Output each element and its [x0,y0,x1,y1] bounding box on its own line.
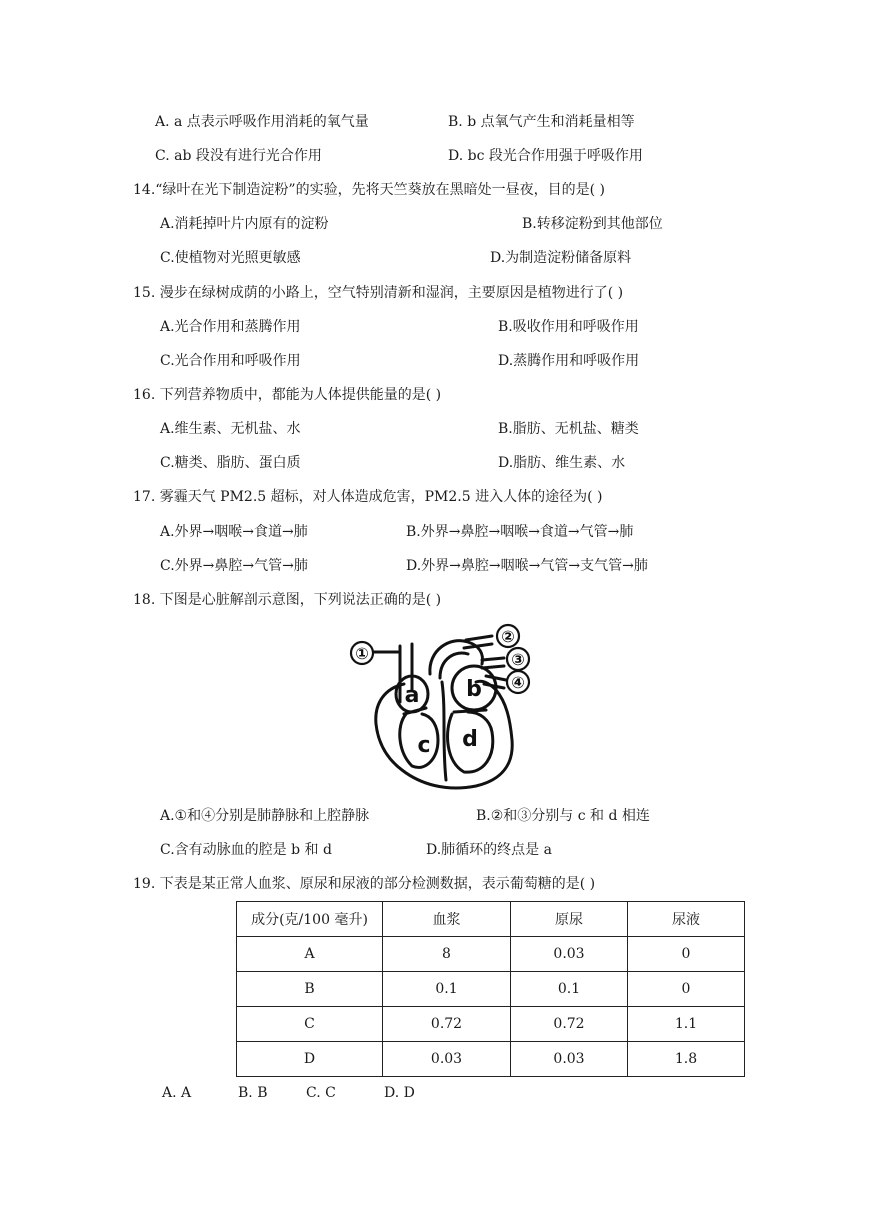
q13-option-d: D. bc 段光合作用强于呼吸作用 [448,148,643,164]
q17-option-a: A.外界→咽喉→食道→肺 [160,524,308,540]
label-d: d [462,727,478,752]
q13-option-c: C. ab 段没有进行光合作用 [155,148,322,164]
table-cell: 8 [383,937,511,972]
q13-option-a: A. a 点表示呼吸作用消耗的氧气量 [155,114,369,130]
label-a: a [404,683,420,708]
table-cell: 0.03 [511,937,628,972]
vessel-3 [482,658,504,668]
label-n4: ④ [511,673,525,692]
q18-stem: 18. 下图是心脏解剖示意图，下列说法正确的是( ) [133,592,442,608]
q18-option-c: C.含有动脉血的腔是 b 和 d [160,842,332,858]
q18-option-a: A.①和④分别是肺静脉和上腔静脉 [160,808,370,824]
q15-option-c: C.光合作用和呼吸作用 [160,353,301,369]
label-c: c [417,733,431,758]
q16-option-a: A.维生素、无机盐、水 [160,421,301,437]
q14-option-c: C.使植物对光照更敏感 [160,250,301,266]
table-cell: 0 [628,937,745,972]
q16-option-d: D.脂肪、维生素、水 [498,455,626,471]
q19-stem: 19. 下表是某正常人血浆、原尿和尿液的部分检测数据，表示葡萄糖的是( ) [133,876,596,892]
q14-option-b: B.转移淀粉到其他部位 [522,216,663,232]
q16-option-b: B.脂肪、无机盐、糖类 [498,421,639,437]
table-cell: 0.03 [511,1042,628,1077]
q17-option-c: C.外界→鼻腔→气管→肺 [160,558,308,574]
data-table [236,901,745,1077]
q15-option-a: A.光合作用和蒸腾作用 [160,319,301,335]
label-n2: ② [501,627,515,646]
table-header: 成分(克/100 毫升) [237,902,383,937]
q16-option-c: C.糖类、脂肪、蛋白质 [160,455,301,471]
table-cell: 0.72 [383,1007,511,1042]
table-cell: 0 [628,972,745,1007]
table-header: 血浆 [383,902,511,937]
label-n1: ① [355,644,369,663]
table-row [237,937,745,972]
table-cell: D [237,1042,383,1077]
table-row [237,1042,745,1077]
q19-option-a: A. A [162,1085,192,1101]
q17-stem: 17. 雾霾天气 PM2.5 超标，对人体造成危害，PM2.5 进入人体的途径为( ) [133,489,603,505]
table-header: 原尿 [511,902,628,937]
q16-stem: 16. 下列营养物质中，都能为人体提供能量的是( ) [133,387,442,403]
q17-option-d: D.外界→鼻腔→咽喉→气管→支气管→肺 [406,558,648,574]
table-header-row [237,902,745,937]
table-row [237,972,745,1007]
q14-stem: 14.“绿叶在光下制造淀粉”的实验，先将天竺葵放在黑暗处一昼夜，目的是( ) [133,182,605,198]
q19-option-c: C. C [306,1085,336,1101]
q17-option-b: B.外界→鼻腔→咽喉→食道→气管→肺 [406,524,634,540]
q13-option-b: B. b 点氧气产生和消耗量相等 [448,114,635,130]
table-cell: 0.03 [383,1042,511,1077]
q18-option-d: D.肺循环的终点是 a [426,842,552,858]
q15-option-d: D.蒸腾作用和呼吸作用 [498,353,640,369]
table-cell: A [237,937,383,972]
q14-option-d: D.为制造淀粉储备原料 [490,250,632,266]
table-cell: 0.72 [511,1007,628,1042]
heart-diagram [346,622,536,802]
table-cell: 1.1 [628,1007,745,1042]
table-cell: B [237,972,383,1007]
q15-option-b: B.吸收作用和呼吸作用 [498,319,639,335]
table-cell: C [237,1007,383,1042]
table-header: 尿液 [628,902,745,937]
table-cell: 0.1 [383,972,511,1007]
q18-option-b: B.②和③分别与 c 和 d 相连 [476,808,650,824]
septum [442,682,446,780]
table-cell: 1.8 [628,1042,745,1077]
label-b: b [466,677,482,702]
table-row [237,1007,745,1042]
label-n3: ③ [511,650,525,669]
q19-option-d: D. D [384,1085,415,1101]
table-cell: 0.1 [511,972,628,1007]
q14-option-a: A.消耗掉叶片内原有的淀粉 [160,216,329,232]
q19-option-b: B. B [238,1085,268,1101]
q15-stem: 15. 漫步在绿树成荫的小路上，空气特别清新和湿润，主要原因是植物进行了( ) [133,285,624,301]
